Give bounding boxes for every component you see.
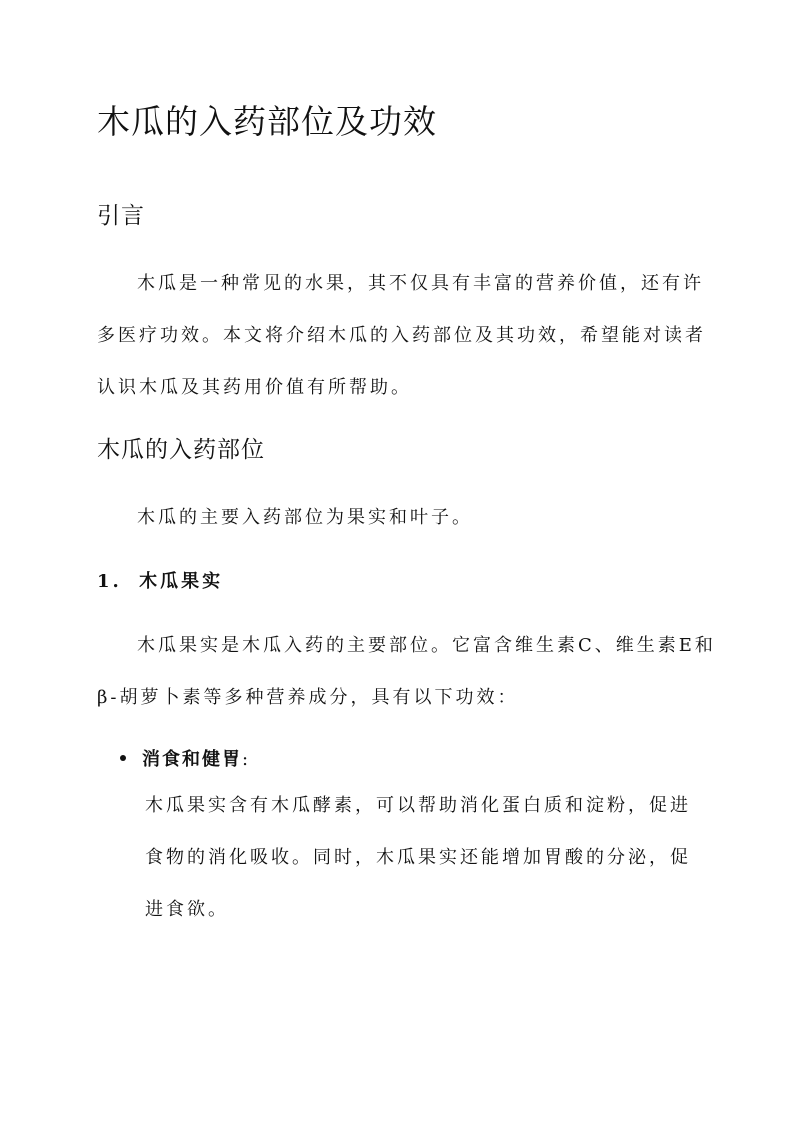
fruit-subheading-number: 1. bbox=[97, 571, 122, 592]
parts-heading: 木瓜的入药部位 bbox=[97, 437, 265, 463]
bullet-item-digestion bbox=[120, 745, 250, 771]
document-title: 木瓜的入药部位及功效 bbox=[97, 102, 437, 141]
intro-line-2: 多医疗功效。本文将介绍木瓜的入药部位及其功效，希望能对读者 bbox=[97, 325, 706, 346]
bullet-line-1: 木瓜果实含有木瓜酵素，可以帮助消化蛋白质和淀粉，促进 bbox=[145, 795, 691, 816]
fruit-line-2: β-胡萝卜素等多种营养成分，具有以下功效： bbox=[97, 687, 519, 708]
intro-line-3: 认识木瓜及其药用价值有所帮助。 bbox=[97, 377, 412, 398]
intro-paragraph bbox=[97, 258, 705, 414]
fruit-subheading-text: 木瓜果实 bbox=[139, 571, 224, 592]
fruit-subheading bbox=[97, 567, 223, 593]
intro-heading: 引言 bbox=[97, 203, 145, 229]
intro-line-1: 木瓜是一种常见的水果，其不仅具有丰富的营养价值，还有许 bbox=[137, 273, 704, 294]
fruit-paragraph bbox=[97, 620, 716, 724]
fruit-line-1: 木瓜果实是木瓜入药的主要部位。它富含维生素C、维生素E和 bbox=[137, 635, 716, 656]
parts-paragraph bbox=[137, 492, 697, 544]
bullet-label: 消食和健胃 bbox=[142, 749, 242, 770]
bullet-line-3: 进食欲。 bbox=[145, 899, 229, 920]
parts-paragraph-line: 木瓜的主要入药部位为果实和叶子。 bbox=[137, 507, 473, 528]
bullet-line-2: 食物的消化吸收。同时，木瓜果实还能增加胃酸的分泌，促 bbox=[145, 847, 691, 868]
bullet-colon: : bbox=[242, 749, 251, 770]
bullet-paragraph bbox=[145, 780, 705, 936]
bullet-dot-icon bbox=[120, 755, 126, 761]
